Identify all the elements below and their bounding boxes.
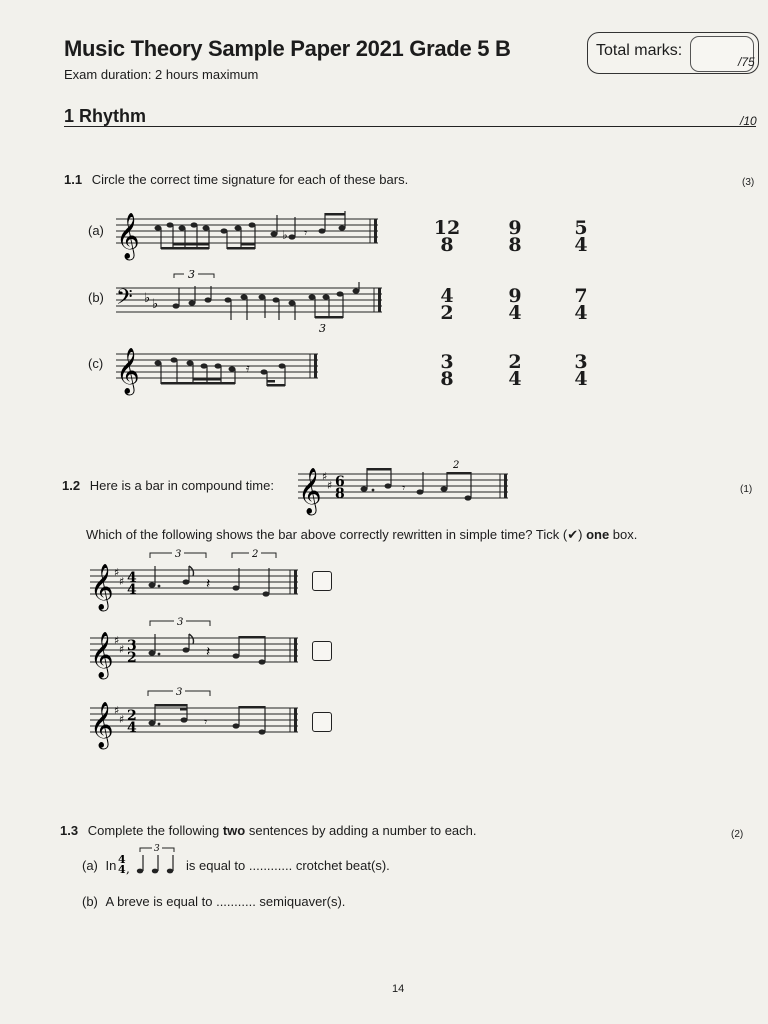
svg-text:♯: ♯ — [114, 634, 120, 647]
svg-text:𝄽: 𝄽 — [206, 644, 211, 660]
compound-time-bar — [294, 460, 514, 516]
treble-clef-icon: 𝄞 — [90, 702, 114, 748]
svg-text:♭: ♭ — [152, 297, 159, 312]
answer-option-1 — [86, 548, 306, 612]
triplet-crotchets-notation — [116, 843, 186, 877]
tuplet-number: 3 — [177, 617, 184, 628]
svg-text:4: 4 — [127, 582, 137, 598]
time-signature-option[interactable]: 3 4 — [574, 351, 588, 390]
item-a-label: (a) — [88, 223, 104, 238]
svg-text:♯: ♯ — [119, 643, 125, 656]
rhythm-bar-c — [112, 340, 324, 396]
treble-clef-icon: 𝄞 — [116, 348, 140, 394]
svg-text:𝄾: 𝄾 — [204, 715, 208, 729]
svg-text:♯: ♯ — [114, 566, 120, 579]
svg-text:4: 4 — [127, 570, 137, 586]
treble-clef-icon: 𝄞 — [116, 213, 140, 259]
svg-text:2: 2 — [127, 708, 137, 724]
paper-title: Music Theory Sample Paper 2021 Grade 5 B — [64, 36, 511, 61]
treble-clef-icon: 𝄞 — [90, 632, 114, 678]
time-signature-option[interactable]: 7 4 — [574, 285, 588, 324]
svg-text:𝄾: 𝄾 — [402, 481, 406, 495]
svg-text:𝄾: 𝄾 — [304, 226, 308, 240]
time-signature-option[interactable]: 2 4 — [508, 351, 522, 390]
question-1-3-part-a: (a) In — [82, 858, 117, 873]
tuplet-number: 3 — [188, 268, 195, 281]
total-marks-label: Total marks: — [596, 42, 683, 59]
question-1-1 — [64, 172, 408, 187]
bass-clef-icon: 𝄢 — [116, 285, 133, 315]
svg-text:𝄽: 𝄽 — [206, 576, 211, 592]
item-c-label: (c) — [88, 356, 104, 371]
question-text: Here is a bar in compound time: — [89, 478, 274, 493]
svg-text:♯: ♯ — [327, 479, 333, 492]
answer-checkbox-3[interactable] — [312, 712, 332, 732]
item-b-label: (b) — [88, 290, 104, 305]
answer-option-3 — [86, 686, 306, 750]
section-total-marks: /10 — [740, 114, 757, 128]
tuplet-number: 2 — [453, 460, 460, 471]
svg-text:,: , — [126, 862, 130, 876]
svg-text:𝄿: 𝄿 — [246, 361, 250, 375]
tuplet-number: 2 — [252, 549, 259, 560]
question-number: 1.1 — [64, 172, 83, 187]
question-marks: (2) — [731, 829, 744, 840]
time-signature-option[interactable]: 9 8 — [508, 217, 522, 256]
answer-option-2 — [86, 616, 306, 680]
svg-text:3: 3 — [127, 638, 137, 654]
svg-text:6: 6 — [335, 474, 345, 490]
svg-text:♯: ♯ — [322, 470, 328, 483]
section-title: 1 Rhythm — [64, 106, 147, 126]
tuplet-number: 3 — [175, 549, 182, 560]
svg-text:♯: ♯ — [119, 575, 125, 588]
question-text: Circle the correct time signature for each of these bars. — [91, 172, 409, 187]
svg-text:♭: ♭ — [282, 228, 288, 242]
tuplet-number: 3 — [176, 687, 183, 698]
answer-checkbox-2[interactable] — [312, 641, 332, 661]
svg-text:♯: ♯ — [119, 713, 125, 726]
treble-clef-icon: 𝄞 — [90, 564, 114, 610]
time-signature-option[interactable]: 9 4 — [508, 285, 522, 324]
time-signature-option[interactable]: 4 2 — [440, 285, 454, 324]
question-number: 1.2 — [62, 478, 81, 493]
answer-checkbox-1[interactable] — [312, 571, 332, 591]
question-1-3: 1.3 Complete the following two sentences by adding a number to each. — [60, 823, 477, 838]
rhythm-bar-b — [112, 268, 388, 336]
tuplet-number: 3 — [154, 844, 160, 854]
svg-text:8: 8 — [335, 486, 345, 502]
rhythm-bar-a — [112, 205, 384, 261]
question-marks: (3) — [742, 177, 755, 188]
question-1-3-part-a-text: is equal to ............ crotchet beat(s). — [186, 858, 390, 873]
time-signature-option[interactable]: 5 4 — [574, 217, 588, 256]
tuplet-number: 3 — [319, 322, 326, 335]
time-signature-option[interactable]: 3 8 — [440, 351, 454, 390]
page-number: 14 — [392, 983, 405, 995]
svg-text:4: 4 — [127, 720, 137, 736]
time-signature-option[interactable]: 12 8 — [433, 217, 461, 256]
svg-text:♯: ♯ — [114, 704, 120, 717]
question-marks: (1) — [740, 484, 753, 495]
total-marks-out-of: /75 — [738, 55, 755, 69]
question-1-2 — [62, 478, 274, 493]
tick-icon: ✔ — [567, 527, 579, 542]
svg-text:2: 2 — [127, 650, 137, 666]
svg-text:4: 4 — [118, 853, 126, 866]
svg-text:4: 4 — [118, 863, 126, 876]
section-divider — [64, 126, 756, 127]
question-number: 1.3 — [60, 823, 79, 838]
svg-text:♭: ♭ — [144, 291, 151, 306]
question-1-2-instruction: Which of the following shows the bar above correctly rewritten in simple time? Tick (✔) one box. — [86, 527, 638, 542]
treble-clef-icon: 𝄞 — [298, 468, 322, 514]
question-1-3-part-b: (b) A breve is equal to ........... semiquaver(s). — [82, 894, 346, 909]
time-signature-options — [432, 217, 602, 390]
exam-duration: Exam duration: 2 hours maximum — [64, 67, 259, 82]
